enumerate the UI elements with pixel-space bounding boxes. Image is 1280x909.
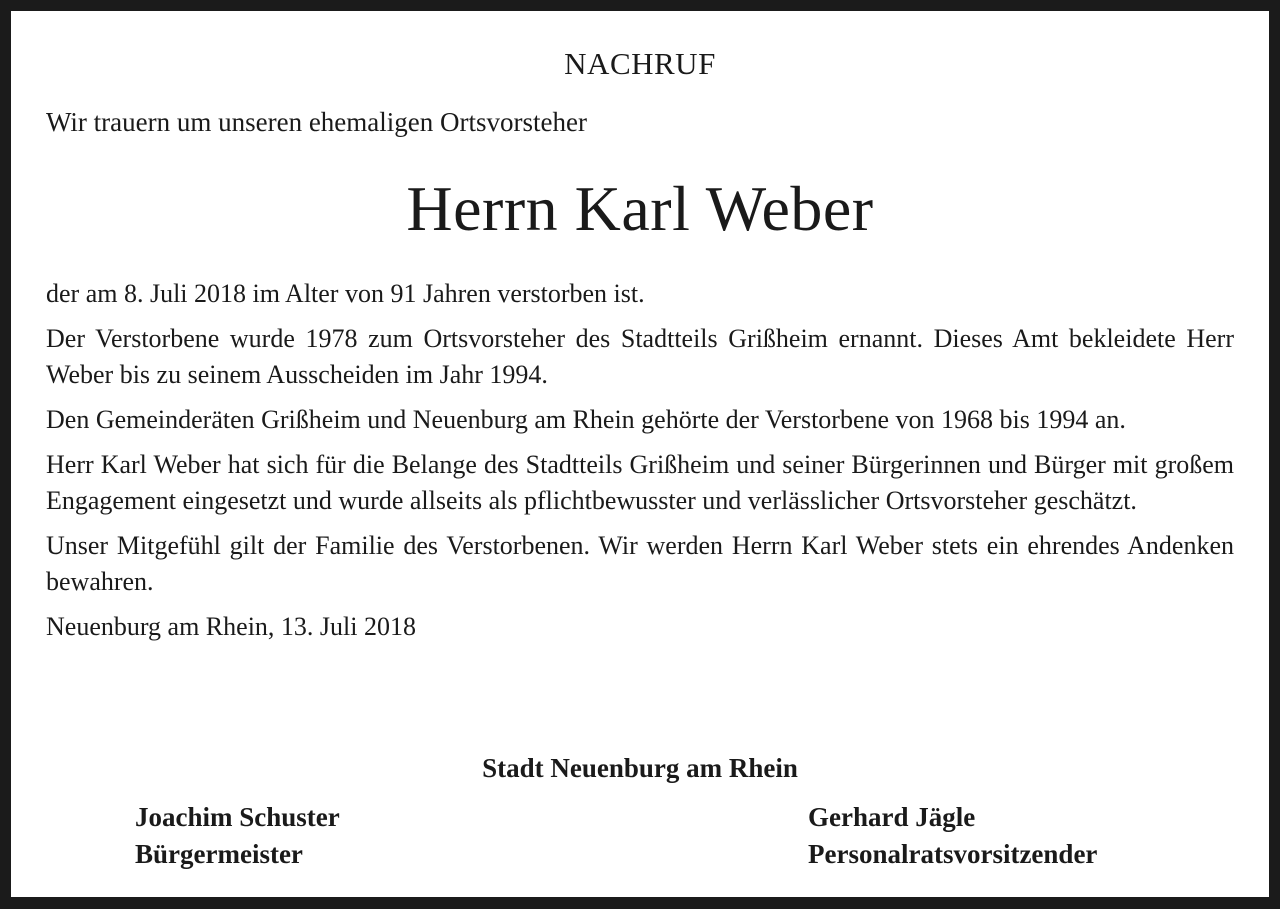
paragraph-engagement: Herr Karl Weber hat sich für die Belange des Stadtteils Grißheim und seiner Bürgerinnen und Bürger mit großem Engagement eingesetzt und wurde allseits als pflichtbewusster und verlässlicher Ortsvorsteher geschätzt.	[46, 450, 1234, 515]
paragraph-death-date: der am 8. Juli 2018 im Alter von 91 Jahren verstorben ist.	[46, 279, 645, 308]
intro-line: Wir trauern um unseren ehemaligen Ortsvorsteher	[46, 107, 587, 137]
deceased-name: Herrn Karl Weber	[406, 173, 874, 244]
signatory-name: Gerhard Jägle	[808, 802, 976, 832]
signatory-right	[808, 799, 1097, 873]
organization-name: Stadt Neuenburg am Rhein	[482, 753, 798, 783]
notice-body	[46, 276, 1234, 654]
signatory-role: Bürgermeister	[135, 839, 303, 869]
paragraph-condolence: Unser Mitgefühl gilt der Familie des Verstorbenen. Wir werden Herrn Karl Weber stets ein ehrendes Andenken bewahren.	[46, 531, 1234, 596]
signatory-name: Joachim Schuster	[135, 802, 340, 832]
notice-heading: NACHRUF	[564, 46, 716, 81]
signatory-role: Personalratsvorsitzender	[808, 839, 1098, 869]
paragraph-appointment: Der Verstorbene wurde 1978 zum Ortsvorsteher des Stadtteils Grißheim ernannt. Dieses Amt bekleidete Herr Weber bis zu seinem Ausscheiden im Jahr 1994.	[46, 324, 1234, 389]
obituary-notice	[11, 11, 1269, 897]
paragraph-council: Den Gemeinderäten Grißheim und Neuenburg am Rhein gehörte der Verstorbene von 1968 bis 1994 an.	[46, 405, 1126, 434]
place-and-date: Neuenburg am Rhein, 13. Juli 2018	[46, 612, 416, 641]
signatory-left	[135, 799, 340, 873]
